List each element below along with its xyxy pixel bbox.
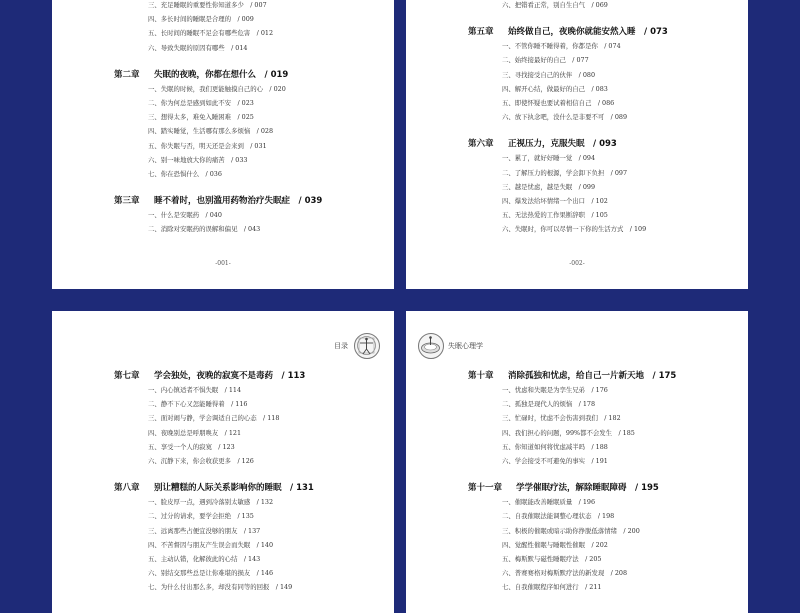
chapter-title: 学会独处，夜晚的寂寞不是毒药 / 113: [154, 371, 306, 381]
toc-item: 五、长时间的睡眠不足会有哪些危害 / 012: [148, 29, 274, 38]
toc-page-1-content: [52, 0, 394, 236]
toc-item: 二、孤独是现代人的烦恼 / 178: [502, 400, 596, 409]
chapter-number: 第三章: [114, 196, 140, 207]
vitruvian-man-logo-icon: [354, 333, 380, 359]
toc-item: 三、远离那些占便宜没够的朋友 / 137: [148, 526, 261, 535]
toc-item: 一、脸皮厚一点，遇到冷落别太敏感 / 132: [148, 498, 274, 507]
toc-page-3: [52, 311, 394, 613]
compass-logo-icon: [418, 333, 444, 359]
toc-item: 四、多长时间的睡眠是合理的 / 009: [148, 15, 254, 24]
chapter-heading: [406, 137, 748, 151]
toc-item: 二、静不下心又怎能睡得着 / 116: [148, 400, 248, 409]
toc-item: 一、什么是安眠药 / 040: [148, 211, 222, 220]
toc-item: 一、催眠能改善睡眠质量 / 196: [502, 498, 596, 507]
chapter-number: 第八章: [114, 483, 140, 494]
chapter-number: 第六章: [468, 139, 494, 150]
chapter-number: 第七章: [114, 371, 140, 381]
toc-page-4: [406, 311, 748, 613]
toc-item: 一、累了，就好好睡一觉 / 094: [502, 154, 596, 163]
toc-item: 四、夜晚别总是呼朋唤友 / 121: [148, 428, 242, 437]
page-header: [418, 333, 483, 359]
chapter-heading: [406, 369, 748, 383]
toc-item: 四、解开心结，做最好的自己 / 083: [502, 84, 608, 93]
toc-item: 七、自我催眠程序如何进行 / 211: [502, 583, 602, 592]
toc-page-1: [52, 0, 394, 289]
page-number: -002-: [569, 260, 585, 267]
toc-item: 二、了解压力的根源，学会卸下负担 / 097: [502, 168, 628, 177]
header-label: 目录: [334, 342, 348, 350]
toc-item: 四、我们担心的问题，99%都不会发生 / 185: [502, 428, 635, 437]
chapter-number: 第二章: [114, 69, 140, 80]
chapter-number: 第十章: [468, 371, 494, 381]
page-header: [334, 333, 380, 359]
toc-item: 二、消除对安眠药的误解和偏见 / 043: [148, 225, 261, 234]
chapter-title: 消除孤独和忧虑，给自己一片新天地 / 175: [508, 371, 677, 381]
chapter-title: 始终做自己，夜晚你就能安然入睡 / 073: [508, 27, 668, 38]
chapter-heading: [406, 25, 748, 39]
toc-item: 五、无法热爱的工作果断辞职 / 105: [502, 211, 608, 220]
toc-page-4-content: [406, 369, 748, 594]
toc-item: 六、导致失眠的原因有哪些 / 014: [148, 43, 248, 52]
toc-page-2-content: [406, 0, 748, 236]
toc-item: 五、你失眠与否，明天还是会来到 / 031: [148, 141, 267, 150]
chapter-heading: [52, 481, 394, 495]
toc-item: 一、不管你睡不睡得着，你都是你 / 074: [502, 42, 621, 51]
chapter-heading: [52, 68, 394, 82]
chapter-heading: [406, 481, 748, 495]
toc-item: 六、失眠时，你可以尽情一下你的生活方式 / 109: [502, 225, 647, 234]
toc-item: 五、梅斯默与磁性睡眠疗法 / 205: [502, 554, 602, 563]
toc-item: 六、别一味地放大你的痛苦 / 033: [148, 155, 248, 164]
chapter-title: 别让糟糕的人际关系影响你的睡眠 / 131: [154, 483, 314, 494]
toc-item: 七、你在恐惧什么 / 036: [148, 169, 222, 178]
toc-item: 二、始终接最好的自己 / 077: [502, 56, 589, 65]
toc-item: 四、爆发法给坏情绪一个出口 / 102: [502, 196, 608, 205]
toc-item: 三、忙碌时，忧虑不会伤害到我们 / 182: [502, 414, 621, 423]
chapter-number: 第十一章: [468, 483, 503, 494]
toc-item: 五、享受一个人的寂寞 / 123: [148, 442, 235, 451]
toc-item: 六、沉静下来，你会收获更多 / 126: [148, 456, 254, 465]
toc-item: 一、忧虑和失眠是为孪生兄弟 / 176: [502, 386, 608, 394]
toc-item: 四、踏实睡觉，生活哪有那么多烦恼 / 028: [148, 127, 274, 136]
chapter-title: 学学催眠疗法，解除睡眠障碍 / 195: [516, 483, 659, 494]
toc-item: 五、即使怀疑也要试着相信自己 / 086: [502, 98, 615, 107]
header-label: 失眠心理学: [448, 342, 483, 350]
chapter-heading: [52, 369, 394, 383]
toc-item: 六、学会接受不可避免的事实 / 191: [502, 456, 608, 465]
chapter-title: 正视压力，克服失眠 / 093: [508, 139, 617, 150]
toc-item: 二、过分的请求，要学会拒绝 / 135: [148, 512, 254, 521]
toc-item: 三、想得太多，难免入睡困难 / 025: [148, 113, 254, 122]
toc-item: 四、觉醒性催眠与睡眠性催眠 / 202: [502, 540, 608, 549]
toc-item: 六、把错看正常，别自生自气 / 069: [502, 1, 608, 9]
chapter-title: 睡不着时，也别滥用药物治疗失眠症 / 039: [154, 196, 323, 207]
toc-item: 三、充足睡眠的重要性你知道多少 / 007: [148, 1, 267, 9]
toc-item: 六、普赛赛格对梅斯默疗法的新发现 / 208: [502, 569, 628, 578]
chapter-number: 第五章: [468, 27, 494, 38]
toc-item: 二、自我催眠法能调整心理状态 / 198: [502, 512, 615, 521]
toc-item: 七、为什么付出那么多，却没有同等的回报 / 149: [148, 583, 293, 592]
toc-item: 三、积极的催眠或暗示助你挣脱低落情绪 / 200: [502, 526, 640, 535]
toc-item: 六、放下执念吧，没什么是非要不可 / 089: [502, 113, 628, 122]
toc-item: 三、寻找接受自己的伙伴 / 080: [502, 70, 596, 79]
toc-item: 三、越是忧虑，越是失眠 / 099: [502, 182, 596, 191]
toc-item: 一、内心镇适者不惧失眠 / 114: [148, 386, 242, 394]
chapter-heading: [52, 194, 394, 208]
chapter-title: 失眠的夜晚，你都在想什么 / 019: [154, 69, 289, 80]
toc-page-2: [406, 0, 748, 289]
toc-item: 五、你知道如何将忧虑减半吗 / 188: [502, 442, 608, 451]
toc-item: 三、面对闹与静，学会调适自己的心态 / 118: [148, 414, 280, 423]
toc-item: 五、主动认错，化解彼此的心结 / 143: [148, 554, 261, 563]
toc-item: 六、别结交那些总是让你难堪的损友 / 146: [148, 569, 274, 578]
page-number: -001-: [215, 260, 231, 267]
toc-item: 四、不苦督因与朋友产生误会而失眠 / 140: [148, 540, 274, 549]
toc-item: 二、你为何总是感到如此不安 / 023: [148, 98, 254, 107]
toc-page-3-content: [52, 369, 394, 594]
toc-item: 一、失眠的时候，我们更能触摸自己的心 / 020: [148, 84, 286, 93]
